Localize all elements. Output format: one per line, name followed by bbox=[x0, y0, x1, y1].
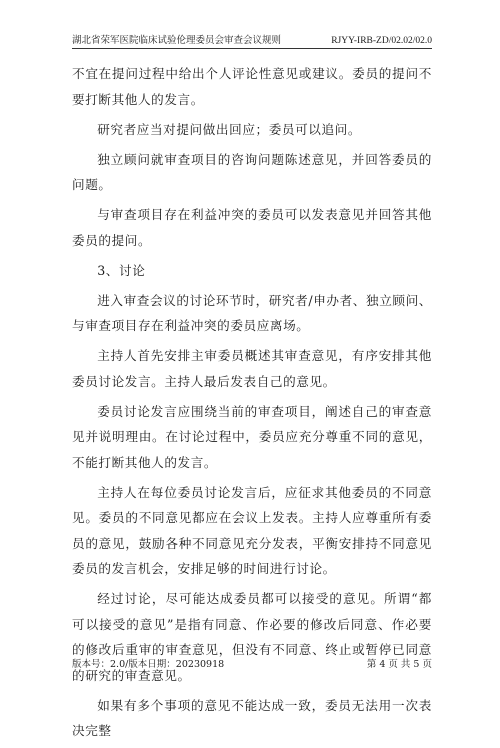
paragraph: 主持人在每位委员讨论发言后，应征求其他委员的不同意见。委员的不同意见都应在会议上发表。主持人应尊重所有委员的意见，鼓励各种不同意见充分发表，平衡安排持不同意见委员的发言机会，安排足够的时间进行讨论。 bbox=[72, 484, 432, 576]
header-title: 湖北省荣军医院临床试验伦理委员会审查会议规则 bbox=[72, 35, 282, 46]
paragraph: 如果有多个事项的意见不能达成一致，委员无法用一次表决完整 bbox=[72, 697, 432, 738]
footer-page-number: 第 4 页 共 5 页 bbox=[366, 659, 432, 670]
page-header bbox=[72, 34, 432, 49]
paragraph: 委员讨论发言应围绕当前的审查项目，阐述自己的审查意见并说明理由。在讨论过程中，委员应充分尊重不同的意见，不能打断其他人的发言。 bbox=[72, 403, 432, 470]
paragraph: 进入审查会议的讨论环节时，研究者/申办者、独立顾问、与审查项目存在利益冲突的委员应离场。 bbox=[72, 292, 432, 333]
document-body bbox=[72, 61, 432, 748]
paragraph: 主持人首先安排主审委员概述其审查意见，有序安排其他委员讨论发言。主持人最后发表自己的意见。 bbox=[72, 348, 432, 389]
paragraph: 研究者应当对提问做出回应；委员可以追问。 bbox=[97, 121, 362, 137]
section-heading: 3、讨论 bbox=[97, 262, 146, 278]
paragraph: 经过讨论，尽可能达成委员都可以接受的意见。所谓“都可以接受的意见”是指有同意、作必要的修改后同意、作必要的修改后重审的审查意见，但没有不同意、终止或暂停已同意的研究的审查意见。 bbox=[72, 591, 432, 683]
page-footer bbox=[72, 659, 432, 671]
paragraph: 独立顾问就审查项目的咨询问题陈述意见，并回答委员的问题。 bbox=[72, 151, 432, 192]
header-doc-code: RJYY-IRB-ZD/02.02/02.0 bbox=[331, 36, 432, 46]
paragraph: 与审查项目存在利益冲突的委员可以发表意见并回答其他委员的提问。 bbox=[72, 207, 432, 248]
footer-version: 版本号：2.0/版本日期：20230918 bbox=[72, 659, 225, 670]
paragraph: 不宜在提问过程中给出个人评论性意见或建议。委员的提问不要打断其他人的发言。 bbox=[72, 66, 432, 107]
